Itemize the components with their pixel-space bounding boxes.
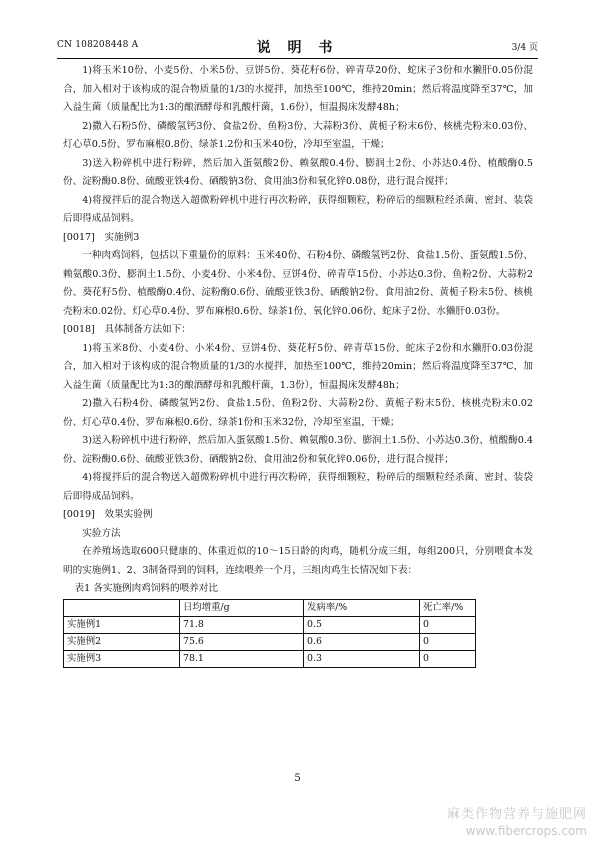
paragraph: 3)送入粉碎机中进行粉碎，然后加入蛋氨酸1.5份、赖氨酸0.3份、膨润土1.5份、小苏达0.3份、植酸酶0.4份、淀粉酶0.6份、硫酸亚铁3份、硒酸钠2份、食用油2份和氧化锌0.06份，进行混合搅拌； bbox=[63, 435, 533, 465]
paragraph: 2)撒入石粉4份、磷酸氢钙2份、食盐1.5份、鱼粉2份、大蒜粉2份、黄栀子粉末5份、核桃壳粉末0.02份、灯心草0.4份、罗布麻根0.6份、绿茶1份和玉米32份，冷却至室温，干燥； bbox=[63, 398, 533, 428]
paragraph: 一种肉鸡饲料，包括以下重量份的原料：玉米40份、石粉4份、磷酸氢钙2份、食盐1.5份、蛋氨酸1.5份、赖氨酸0.3份、膨润土1.5份、小麦4份、小米4份、豆饼4份、碎青草15份、小苏达0.3份、鱼粉2份、大蒜粉2份、葵花籽5份、植酸酶0.4份、淀粉酶0.6份、硫酸亚铁3份、硒酸钠2份、食用油2份、黄栀子粉末5份、核桃壳粉末0.02份、灯心草0.4份、罗布麻根0.6份、绿茶1份、氧化锌0.06份、蛇床子2份、水獭肝0.03份。 bbox=[63, 250, 533, 317]
table-cell: 75.6 bbox=[180, 633, 304, 650]
page-indicator: 3/4 页 bbox=[511, 43, 538, 53]
paragraph: 4)将搅拌后的混合物送入超微粉碎机中进行再次粉碎，获得细颗粒，粉碎后的细颗粒经杀菌、密封、装袋后即得成品饲料。 bbox=[63, 194, 533, 224]
table-cell: 0.5 bbox=[304, 616, 420, 633]
page-number: 5 bbox=[294, 773, 301, 784]
table-cell: 0 bbox=[420, 650, 476, 667]
paragraph: 1)将玉米8份、小麦4份、小米4份、豆饼4份、葵花籽5份、碎青草15份、蛇床子2份和水獭肝0.03份混合，加入相对于该构成的混合物质量的1/3的水搅拌，加热至100℃，维持20min；然后将温度降至37℃，加入益生菌（质量配比为1:3的酿酒酵母和乳酸杆菌，1.3份），恒温揭床发酵48h； bbox=[63, 342, 533, 391]
watermark-site-name: 麻类作物营养与施肥网 bbox=[446, 807, 587, 822]
table-cell: 78.1 bbox=[180, 650, 304, 667]
table-row bbox=[64, 633, 476, 650]
table-cell: 0.3 bbox=[304, 650, 420, 667]
patent-number: CN 108208448 A bbox=[57, 40, 139, 50]
page-header bbox=[57, 38, 538, 54]
watermark bbox=[447, 806, 587, 840]
paragraph: 3)送入粉碎机中进行粉碎，然后加入蛋氨酸2份、赖氨酸0.4份、膨润土2份、小苏达0.4份、植酸酶0.5份、淀粉酶0.8份、硫酸亚铁4份、硒酸钠3份、食用油3份和氧化锌0.08份，进行混合搅拌； bbox=[63, 157, 533, 187]
table-row bbox=[64, 616, 476, 633]
section-heading: [0017] 实施例3 bbox=[63, 231, 140, 243]
table-cell: 0.6 bbox=[304, 633, 420, 650]
paragraph: 实验方法 bbox=[82, 527, 121, 539]
table-cell: 实施例3 bbox=[64, 650, 180, 667]
table-caption: 表1 各实施例肉鸡饲料的喂养对比 bbox=[74, 583, 218, 594]
table-header-cell: 日均增重/g bbox=[180, 599, 304, 616]
table-cell: 0 bbox=[420, 633, 476, 650]
table-cell: 71.8 bbox=[180, 616, 304, 633]
table-header-cell bbox=[64, 599, 180, 616]
section-heading: [0019] 效果实验例 bbox=[63, 509, 153, 520]
table-header-row bbox=[64, 599, 476, 616]
paragraph: 1)将玉米10份、小麦5份、小米5份、豆饼5份、葵花籽6份、碎青草20份、蛇床子3份和水獭肝0.05份混合，加入相对于该构成的混合物质量的1/3的水搅拌，加热至100℃，维持20min；然后将温度降至37℃，加入益生菌（质量配比为1:3的酿酒酵母和乳酸杆菌，1.6份），恒温揭床发酵48h； bbox=[63, 65, 533, 113]
header-divider bbox=[57, 58, 538, 59]
section-heading: [0018] 具体制备方法如下： bbox=[63, 324, 191, 335]
table-header-cell: 发病率/% bbox=[304, 599, 420, 616]
watermark-url: www.fibercrops.com bbox=[465, 824, 587, 838]
table-row bbox=[64, 650, 476, 667]
feeding-comparison-table bbox=[63, 599, 476, 668]
paragraph: 在养殖场选取600只健康的、体重近似的10～15日龄的肉鸡，随机分成三组，每组200只，分别喂食本发明的实施例1、2、3制备得到的饲料，连续喂养一个月，三组肉鸡生长情况如下表： bbox=[63, 546, 533, 576]
paragraph: 2)撒入石粉5份、磷酸氢钙3份、食盐2份、鱼粉3份、大蒜粉3份、黄栀子粉末6份、核桃壳粉末0.03份、灯心草0.5份、罗布麻根0.8份、绿茶1.2份和玉米40份，冷却至室温，干燥； bbox=[63, 120, 533, 150]
paragraph-list bbox=[63, 62, 533, 599]
document-title: 说 明 书 bbox=[256, 40, 339, 56]
document-body bbox=[63, 62, 533, 668]
table-cell: 实施例1 bbox=[64, 616, 180, 633]
table-cell: 实施例2 bbox=[64, 633, 180, 650]
paragraph: 4)将搅拌后的混合物送入超微粉碎机中进行再次粉碎，获得细颗粒，粉碎后的细颗粒经杀菌、密封、装袋后即得成品饲料。 bbox=[63, 472, 533, 502]
table-cell: 0 bbox=[420, 616, 476, 633]
table-header-cell: 死亡率/% bbox=[420, 599, 476, 616]
